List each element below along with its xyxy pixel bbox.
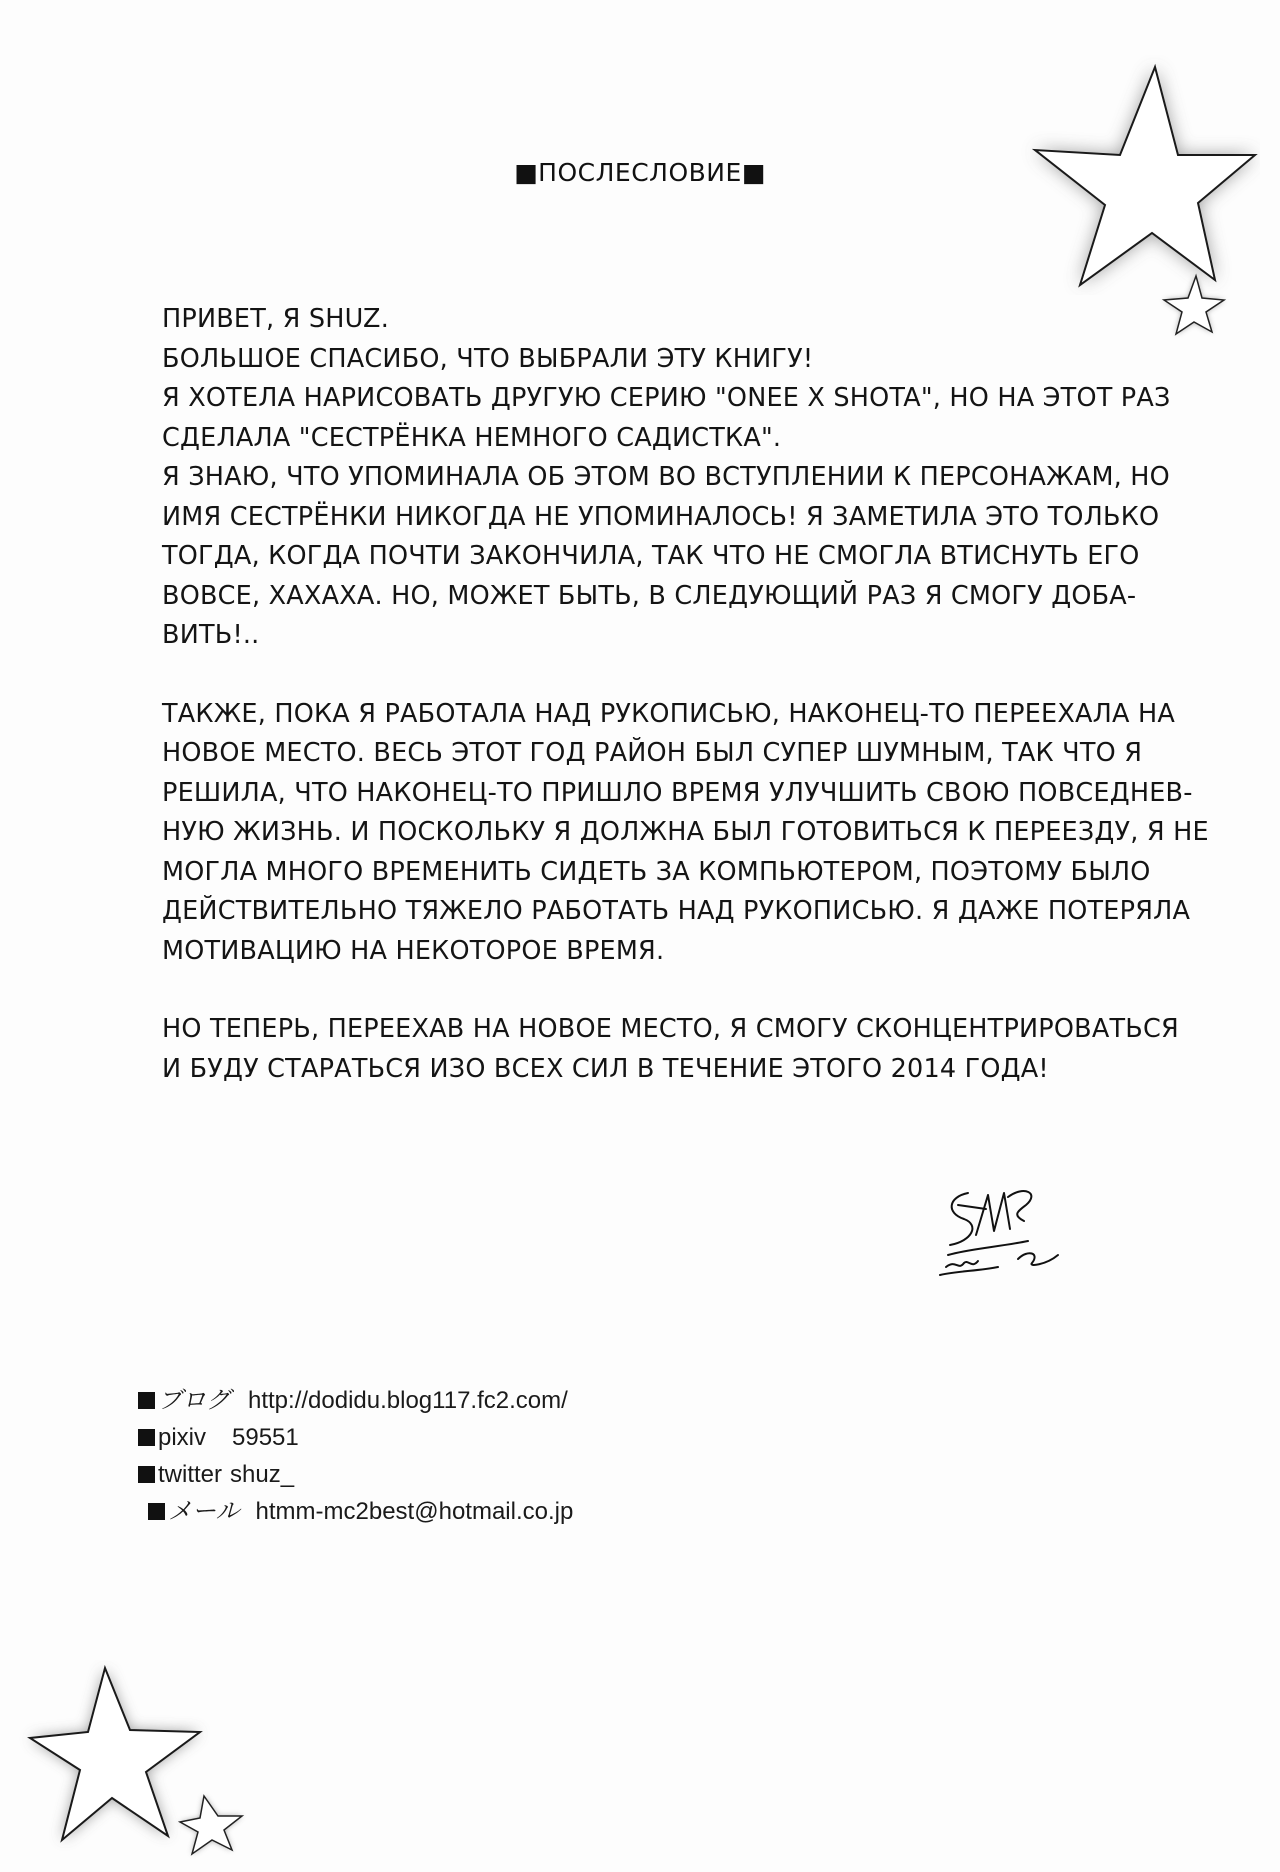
afterword-text	[162, 300, 1209, 1128]
text-line: БОЛЬШОЕ СПАСИБО, ЧТО ВЫБРАЛИ ЭТУ КНИГУ!	[162, 343, 814, 374]
square-bullet-icon	[148, 1503, 165, 1520]
text-line: ВОВСЕ, ХАХАХА. НО, МОЖЕТ БЫТЬ, В СЛЕДУЮЩИЙ РАЗ Я СМОГУ ДОБА-	[162, 580, 1137, 611]
square-bullet-icon	[138, 1392, 155, 1409]
pixiv-label: pixiv	[158, 1424, 207, 1451]
text-line: ИМЯ СЕСТРЁНКИ НИКОГДА НЕ УПОМИНАЛОСЬ! Я ЗАМЕТИЛА ЭТО ТОЛЬКО	[162, 501, 1160, 532]
text-line: НОВОЕ МЕСТО. ВЕСЬ ЭТОТ ГОД РАЙОН БЫЛ СУПЕР ШУМНЫМ, ТАК ЧТО Я	[162, 738, 1143, 768]
twitter-handle: shuz_	[230, 1461, 295, 1488]
pixiv-id: 59551	[232, 1424, 299, 1451]
paragraph	[162, 1010, 1179, 1089]
text-line: НУЮ ЖИЗНЬ. И ПОСКОЛЬКУ Я ДОЛЖНА БЫЛ ГОТОВИТЬСЯ К ПЕРЕЕЗДУ, Я НЕ	[162, 817, 1209, 847]
mail-address: htmm-mc2best@hotmail.co.jp	[255, 1498, 574, 1525]
text-line: Я ЗНАЮ, ЧТО УПОМИНАЛА ОБ ЭТОМ ВО ВСТУПЛЕНИИ К ПЕРСОНАЖАМ, НО	[162, 462, 1170, 492]
text-line: И БУДУ СТАРАТЬСЯ ИЗО ВСЕХ СИЛ В ТЕЧЕНИЕ ЭТОГО 2014 ГОДА!	[162, 1053, 1049, 1084]
square-bullet-icon	[138, 1466, 155, 1483]
text-line: ПРИВЕТ, Я SHUZ.	[162, 304, 389, 334]
text-line: ТАКЖЕ, ПОКА Я РАБОТАЛА НАД РУКОПИСЬЮ, НАКОНЕЦ-ТО ПЕРЕЕХАЛА НА	[162, 698, 1175, 729]
contact-twitter	[138, 1456, 573, 1493]
text-line: ВИТЬ!..	[162, 620, 260, 650]
star-icon	[170, 1790, 250, 1860]
text-line: МОТИВАЦИЮ НА НЕКОТОРОЕ ВРЕМЯ.	[162, 935, 665, 966]
contact-blog	[138, 1382, 573, 1419]
contact-mail	[138, 1493, 573, 1530]
text-line: РЕШИЛА, ЧТО НАКОНЕЦ-ТО ПРИШЛО ВРЕМЯ УЛУЧШИТЬ СВОЮ ПОВСЕДНЕВ-	[162, 777, 1193, 808]
mail-label: メール	[168, 1497, 240, 1525]
text-line: ДЕЙСТВИТЕЛЬНО ТЯЖЕЛО РАБОТАТЬ НАД РУКОПИСЬЮ. Я ДАЖЕ ПОТЕРЯЛА	[162, 896, 1191, 926]
text-line: СДЕЛАЛА "СЕСТРЁНКА НЕМНОГО САДИСТКА".	[162, 422, 782, 453]
text-line: МОГЛА МНОГО ВРЕМЕНИТЬ СИДЕТЬ ЗА КОМПЬЮТЕРОМ, ПОЭТОМУ БЫЛО	[162, 856, 1151, 887]
paragraph	[162, 695, 1209, 972]
text-line: ТОГДА, КОГДА ПОЧТИ ЗАКОНЧИЛА, ТАК ЧТО НЕ СМОГЛА ВТИСНУТЬ ЕГО	[162, 541, 1140, 571]
square-bullet-icon	[138, 1429, 155, 1446]
text-line: НО ТЕПЕРЬ, ПЕРЕЕХАВ НА НОВОЕ МЕСТО, Я СМОГУ СКОНЦЕНТРИРОВАТЬСЯ	[162, 1014, 1179, 1044]
star-icon	[1150, 270, 1230, 340]
twitter-label: twitter	[158, 1461, 223, 1488]
paragraph	[162, 300, 1171, 656]
signature-icon	[928, 1175, 1068, 1285]
contact-pixiv	[138, 1419, 573, 1456]
contact-list	[138, 1382, 573, 1530]
blog-label: ブログ	[158, 1386, 230, 1414]
blog-url: http://dodidu.blog117.fc2.com/	[248, 1387, 568, 1414]
text-line: Я ХОТЕЛА НАРИСОВАТЬ ДРУГУЮ СЕРИЮ "ONEE X SHOTA", НО НА ЭТОТ РАЗ	[162, 383, 1171, 413]
page-title: ■ПОСЛЕСЛОВИЕ■	[514, 158, 766, 187]
